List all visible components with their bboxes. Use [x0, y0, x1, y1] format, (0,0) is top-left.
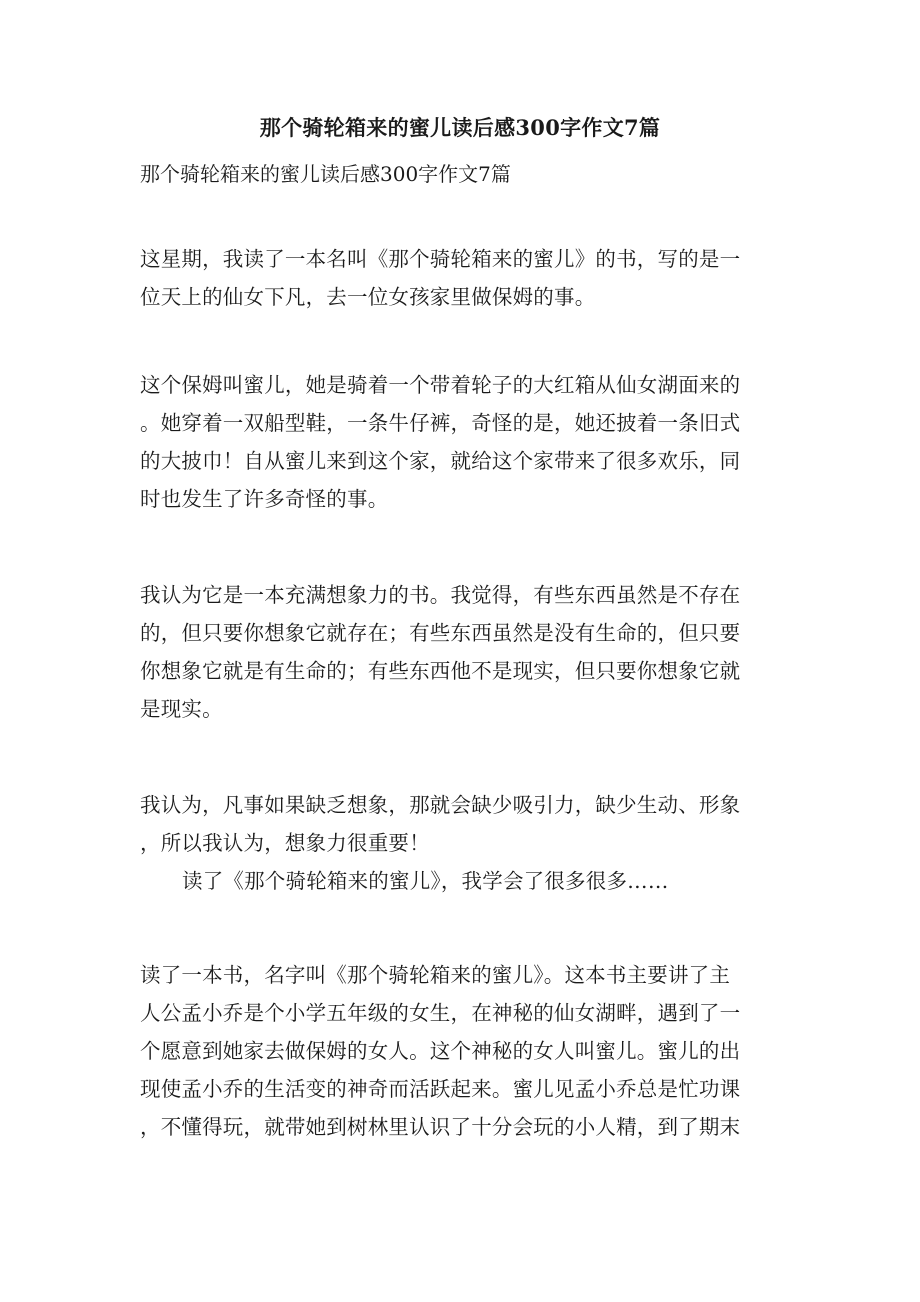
paragraph-2 — [140, 366, 780, 518]
paragraph-indented-line: 读了《那个骑轮箱来的蜜儿》，我学会了很多很多…… — [182, 869, 669, 893]
paragraph-line: 时也发生了许多奇怪的事。 — [140, 487, 389, 511]
paragraph-line: 个愿意到她家去做保姆的女人。这个神秘的女人叫蜜儿。蜜儿的出 — [140, 1039, 741, 1063]
paragraph-line: 现使孟小乔的生活变的神奇而活跃起来。蜜儿见孟小乔总是忙功课 — [140, 1077, 741, 1101]
paragraph-line: ，不懂得玩，就带她到树林里认识了十分会玩的小人精，到了期末 — [140, 1115, 741, 1139]
paragraph-line: 的，但只要你想象它就存在；有些东西虽然是没有生命的，但只要 — [140, 621, 741, 645]
paragraph-line: 位天上的仙女下凡，去一位女孩家里做保姆的事。 — [140, 285, 596, 309]
document-subtitle: 那个骑轮箱来的蜜儿读后感300字作文7篇 — [140, 162, 511, 186]
paragraph-line: 这个保姆叫蜜儿，她是骑着一个带着轮子的大红箱从仙女湖面来的 — [140, 373, 741, 397]
paragraph-4 — [140, 786, 780, 900]
paragraph-line: 人公孟小乔是个小学五年级的女生，在神秘的仙女湖畔，遇到了一 — [140, 1001, 741, 1025]
paragraph-line: 读了一本书，名字叫《那个骑轮箱来的蜜儿》。这本书主要讲了主 — [140, 963, 731, 987]
paragraph-5 — [140, 956, 780, 1146]
paragraph-line: 这星期，我读了一本名叫《那个骑轮箱来的蜜儿》的书，写的是一 — [140, 247, 741, 271]
paragraph-line: 我认为，凡事如果缺乏想象，那就会缺少吸引力，缺少生动、形象 — [140, 793, 741, 817]
paragraph-3 — [140, 576, 780, 728]
paragraph-1 — [140, 240, 780, 316]
document-title: 那个骑轮箱来的蜜儿读后感300字作文7篇 — [259, 115, 661, 140]
paragraph-line: 我认为它是一本充满想象力的书。我觉得，有些东西虽然是不存在 — [140, 583, 741, 607]
paragraph-line: 的大披巾！自从蜜儿来到这个家，就给这个家带来了很多欢乐，同 — [140, 449, 741, 473]
paragraph-line: 是现实。 — [140, 697, 223, 721]
paragraph-line: 。她穿着一双船型鞋，一条牛仔裤，奇怪的是，她还披着一条旧式 — [140, 411, 741, 435]
paragraph-line: ，所以我认为，想象力很重要！ — [140, 831, 430, 855]
paragraph-line: 你想象它就是有生命的；有些东西他不是现实，但只要你想象它就 — [140, 659, 741, 683]
